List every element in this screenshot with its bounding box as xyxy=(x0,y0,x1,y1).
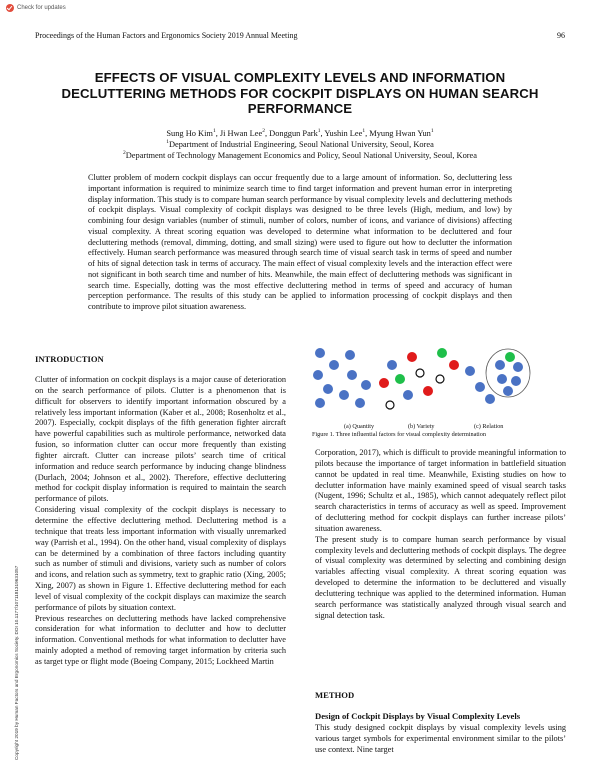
stimulus-dot xyxy=(387,360,397,370)
paragraph: The present study is to compare human search performance by visual complexity levels and decluttering methods of cockpit displays. The degree of visual complexity was determined by selecting and combining design variables affecting visual complexity. A threat scoring equation was developed to determine the information to be decluttered and visually decluttering technique was applied to the determined information. Human search performance was statistically analyzed through visual search and signal detection task. xyxy=(315,534,566,620)
panel-label-relation: (c) Relation xyxy=(474,423,504,430)
method-paragraph: This study designed cockpit displays by visual complexity levels using various target symbols for experimental environment similar to the pilots’ use context. Nine target xyxy=(315,723,566,754)
stimulus-dot xyxy=(355,398,365,408)
paragraph: Considering visual complexity of the cockpit displays is necessary to determine the effective decluttering method. Decluttering method is a technique that treats less important information with visually unremarked way (Parrish et al., 1994). On the other hand, visual complexity of displays can be determined by a combination of three factors including quantity such as number of stimuli and divisions, variety such as number of colors and icons, and relation such as symmetry, text to graphic ratio (Xing, 2005; Xing, 2007) as shown in Figure 1. Effective decluttering method for each level of visual complexity of the cockpit displays can maximize the search performance of pilots by situation context. xyxy=(35,505,286,612)
stimulus-dot xyxy=(513,362,523,372)
stimulus-dot xyxy=(339,390,349,400)
stimulus-dot xyxy=(423,386,433,396)
paper-title: EFFECTS OF VISUAL COMPLEXITY LEVELS AND INFORMATION DECLUTTERING METHODS FOR COCKPIT DISPLAYS ON HUMAN SEARCH PERFORMANCE xyxy=(61,70,539,117)
author-affiliation-mark: 1 xyxy=(212,128,216,135)
stimulus-dot xyxy=(379,378,389,388)
stimulus-dot xyxy=(505,352,515,362)
stimulus-dot xyxy=(465,366,475,376)
check-for-updates-badge[interactable] xyxy=(6,4,66,12)
stimulus-dot xyxy=(345,350,355,360)
stimulus-dot xyxy=(386,401,394,409)
author-affiliation-mark: 1 xyxy=(362,128,366,135)
panel-label-variety: (b) Variety xyxy=(408,423,435,430)
stimulus-dot xyxy=(449,360,459,370)
stimulus-dot xyxy=(315,398,325,408)
copyright-sidebar xyxy=(14,470,22,760)
left-column xyxy=(35,375,286,668)
figure-caption: Figure 1. Three influential factors for visual complexity determination xyxy=(312,431,486,438)
stimulus-dot xyxy=(395,374,405,384)
badge-label: Check for updates xyxy=(17,5,66,11)
stimulus-dot xyxy=(403,390,413,400)
author-name: Donggun Park xyxy=(269,129,318,138)
journal-name: Proceedings of the Human Factors and Ergonomics Society 2019 Annual Meeting xyxy=(35,31,298,40)
author-name: Myung Hwan Yun xyxy=(369,129,431,138)
stimulus-dot xyxy=(361,380,371,390)
paragraph: Previous researches on decluttering methods have lacked comprehensive consideration for what information to declutter and how to declutter information. Conventional methods for what information to declutter have mainly adopted a method of removing target information by criteria such as target type or flight mode (Boeing Company, 2015; Lockheed Martin xyxy=(35,613,286,666)
stimulus-dot xyxy=(329,360,339,370)
stimulus-dot xyxy=(347,370,357,380)
stimulus-dot xyxy=(437,348,447,358)
stimulus-dot xyxy=(485,394,495,404)
section-heading-introduction: INTRODUCTION xyxy=(35,354,104,364)
section-heading-method: METHOD xyxy=(315,690,355,700)
stimulus-dot xyxy=(323,384,333,394)
affiliation-2: $^2$Department of Technology Management Economics and Policy, Seoul National University, Seoul, Korea xyxy=(123,150,477,160)
right-column xyxy=(315,448,566,622)
author-affiliation-mark: 1 xyxy=(317,128,321,135)
stimulus-dot xyxy=(511,376,521,386)
author-name: Yushin Lee xyxy=(324,129,363,138)
figure-panel-labels xyxy=(344,423,534,430)
stimulus-dot xyxy=(497,374,507,384)
panel-label-quantity: (a) Quantity xyxy=(344,423,375,430)
paragraph: Corporation, 2017), which is difficult to provide meaningful information to pilots because the importance of target information in battlefield situation cannot be updated in real time. Meanwhile, Existing studies on how to declutter information have mainly examined speed of visual search tasks (Nugent, 1996; Schultz et al., 1985), which cannot adequately reflect pilot search characteristics in terms of accuracy as well as speed. Improvement of decluttering method for cockpit displays can further increase pilots’ situation awareness. xyxy=(315,448,566,533)
stimulus-dot xyxy=(407,352,417,362)
author-affiliation-mark: 2 xyxy=(262,128,265,135)
author-name: Ji Hwan Lee xyxy=(219,129,263,138)
author-block xyxy=(40,128,560,161)
stimulus-dot xyxy=(313,370,323,380)
stimulus-dot xyxy=(315,348,325,358)
copyright-text: Copyright 2019 by Human Factors and Ergonomics Society. DOI 10.1177/1071181319631057 xyxy=(14,565,19,760)
stimulus-dot xyxy=(475,382,485,392)
affiliation-1-text: Department of Industrial Engineering, Seoul National University, Seoul, Korea xyxy=(168,140,434,149)
stimulus-dot xyxy=(495,360,505,370)
paragraph: Clutter of information on cockpit displays is a major cause of deterioration on the search performance of pilots. Clutter is a phenomenon that is difficult for observers to identify important information obscured by a relatively less important information (Kaber et al., 2008; Rosenholtz et al., 2007). Especially, cockpit displays of the fifth generation fighter aircraft have powerful capabilities such as multirole performance, networked data fusion, so information clutter can occur more frequently than existing fighter aircraft. Clutter can increase pilots’ search time of critical information and reduce search performance by inducing change blindness (Durlach, 2004; Johnson et al., 2002). Therefore, effective decluttering method for cockpit display information is required to maintain the search performance of pilots. xyxy=(35,375,286,504)
author-affiliation-mark: 1 xyxy=(430,128,434,135)
subsection-heading: Design of Cockpit Displays by Visual Complexity Levels xyxy=(315,711,521,721)
author-list: Sung Ho Kim$^1$, Ji Hwan Lee$^2$, Donggun Park$^1$, Yushin Lee$^1$, Myung Hwan Yun$^1$ xyxy=(166,128,434,138)
stimulus-dot xyxy=(503,386,513,396)
running-header xyxy=(35,31,565,40)
stimulus-dot xyxy=(416,369,424,377)
stimulus-dot xyxy=(436,375,444,383)
affiliation-1: $^1$Department of Industrial Engineering, Seoul National University, Seoul, Korea xyxy=(166,139,434,149)
page-number: 96 xyxy=(557,31,565,40)
author-name: Sung Ho Kim xyxy=(166,129,213,138)
check-icon xyxy=(6,4,14,12)
abstract: Clutter problem of modern cockpit displays can occur frequently due to a large amount of information. So, decluttering less important information is required to minimize search time to find target information and prevent human error in interpreting display information. This study is to compare human search performance by visual complexity levels and decluttering methods of cockpit displays. Visual complexity of cockpit displays was designed to be three levels (High, medium, and low) by combining four design variables (number of stimuli, number of colors, number of icons, and variance of divisions) affecting visual complexity. A threat scoring equation was developed to determine what information to be decluttered and four decluttering methods (removal, dimming, dotting, and small sizing) were used to figure out how to declutter the information effectively. Human search performance was measured through search time of visual search task in terms of speed and number of hits of signal detection task in terms of accuracy. The main effect of visual complexity levels and the interaction effect were not significant in both search time and number of hits. Meanwhile, the main effect of decluttering methods was significant in search time. Especially, dotting was the most effective decluttering method in terms of speed and accuracy of human perception performance. The results of this study can be applied to information processing of cockpit displays and then contribute to improve pilot situation awareness. xyxy=(88,173,512,311)
affiliation-2-text: Department of Technology Management Economics and Policy, Seoul National University, Seoul, Korea xyxy=(125,151,477,160)
